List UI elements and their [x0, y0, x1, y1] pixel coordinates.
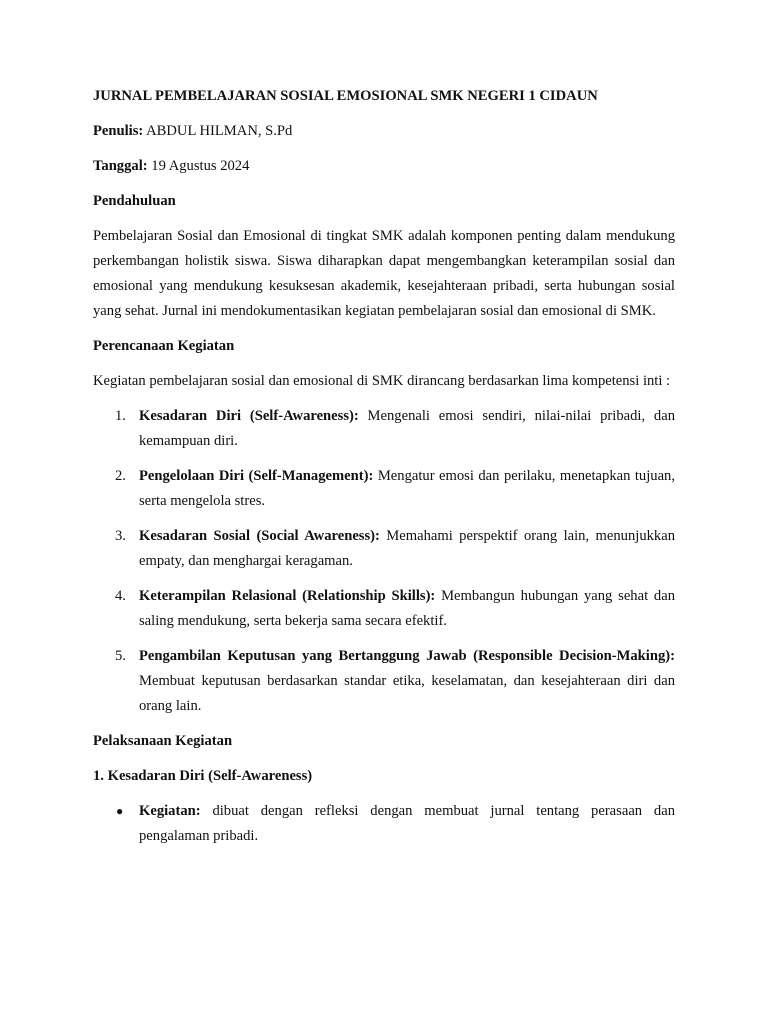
competency-term: Kesadaran Diri (Self-Awareness): — [139, 408, 359, 424]
competency-desc: Mengenali emosi sendiri, nilai-nilai pribadi, dan kemampuan diri. — [139, 408, 675, 449]
intro-heading: Pendahuluan — [93, 193, 176, 209]
intro-paragraph: Pembelajaran Sosial dan Emosional di tingkat SMK adalah komponen penting dalam mendukung perkembangan holistik siswa. Siswa diharapkan dapat mengembangkan keterampilan sosial dan emosional yang mendukung kesuksesan akademik, kesejahteraan pribadi, serta hubungan sosial yang sehat. Jurnal ini mendokumentasikan kegiatan pembelajaran sosial dan emosional di SMK. — [93, 228, 675, 319]
activity-item — [93, 799, 675, 849]
implementation-heading: Pelaksanaan Kegiatan — [93, 733, 233, 749]
date-value: 19 Agustus 2024 — [151, 158, 250, 174]
document-title: JURNAL PEMBELAJARAN SOSIAL EMOSIONAL SMK NEGERI 1 CIDAUN — [93, 88, 598, 104]
competency-number: 1. — [115, 408, 126, 424]
competency-item — [93, 404, 675, 454]
competency-desc: Membangun hubungan yang sehat dan saling mendukung, serta bekerja sama secara efektif. — [139, 588, 675, 629]
competency-term: Pengambilan Keputusan yang Bertanggung Jawab (Responsible Decision-Making): — [139, 648, 675, 664]
planning-heading: Perencanaan Kegiatan — [93, 338, 235, 354]
competency-term: Keterampilan Relasional (Relationship Skills): — [139, 588, 436, 604]
competency-item — [93, 644, 675, 719]
competency-item — [93, 584, 675, 634]
competency-item — [93, 464, 675, 514]
competency-item — [93, 524, 675, 574]
implementation-subheading: 1. Kesadaran Diri (Self-Awareness) — [93, 768, 313, 784]
date-line — [93, 154, 675, 179]
competency-list — [93, 404, 675, 719]
author-line — [93, 119, 675, 144]
competency-number: 4. — [115, 588, 126, 604]
competency-desc: Membuat keputusan berdasarkan standar etika, keselamatan, dan kesejahteraan diri dan orang lain. — [139, 673, 675, 714]
competency-number: 5. — [115, 648, 126, 664]
competency-term: Pengelolaan Diri (Self-Management): — [139, 468, 374, 484]
author-label: Penulis: — [93, 123, 144, 139]
document-page — [93, 84, 675, 859]
competency-term: Kesadaran Sosial (Social Awareness): — [139, 528, 380, 544]
competency-number: 2. — [115, 468, 126, 484]
date-label: Tanggal: — [93, 158, 148, 174]
author-value: ABDUL HILMAN, S.Pd — [146, 123, 293, 139]
bullet-icon: ● — [116, 804, 124, 818]
competency-desc: Memahami perspektif orang lain, menunjukkan empaty, dan menghargai keragaman. — [139, 528, 675, 569]
competency-number: 3. — [115, 528, 126, 544]
activity-desc: dibuat dengan refleksi dengan membuat jurnal tentang perasaan dan pengalaman pribadi. — [139, 803, 675, 844]
activity-list — [93, 799, 675, 849]
activity-term: Kegiatan: — [139, 803, 201, 819]
planning-paragraph: Kegiatan pembelajaran sosial dan emosional di SMK dirancang berdasarkan lima kompetensi inti : — [93, 373, 671, 389]
competency-desc: Mengatur emosi dan perilaku, menetapkan tujuan, serta mengelola stres. — [139, 468, 676, 509]
